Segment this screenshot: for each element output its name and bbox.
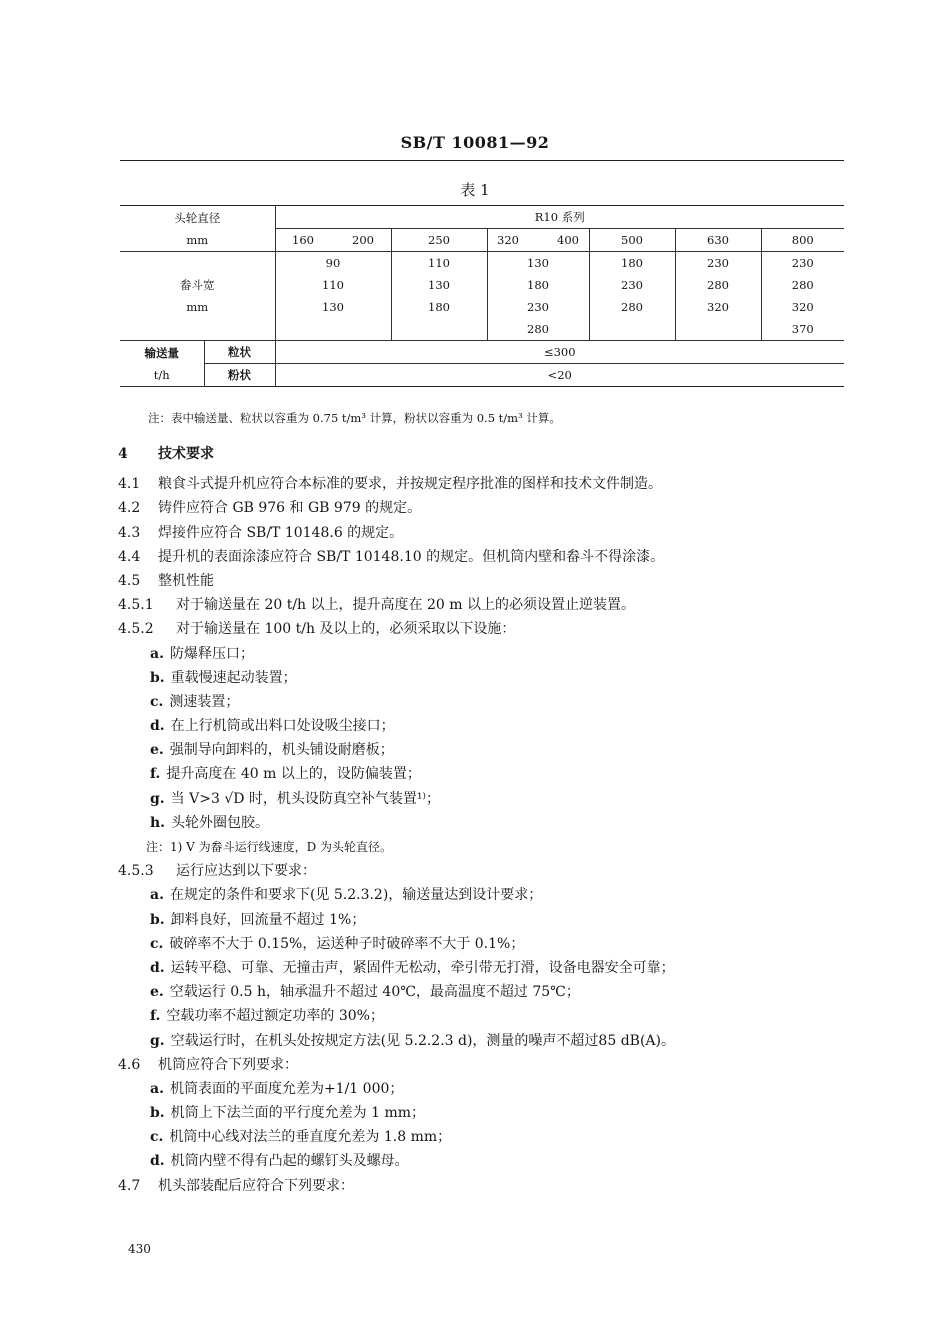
list-item: b. 重载慢速起动装置；: [150, 669, 297, 686]
clause-4-2: 4.2 铸件应符合 GB 976 和 GB 979 的规定。: [118, 500, 422, 517]
list-item: e. 强制导向卸料的，机头铺设耐磨板；: [150, 742, 394, 759]
granular-value: ≤300: [275, 341, 844, 364]
footnote: 注：1) V 为畚斗运行线速度，D 为头轮直径。: [146, 840, 393, 854]
table-row: [120, 206, 844, 229]
list-item: g. 当 V>3 √D 时，机头设防真空补气装置¹⁾；: [150, 790, 440, 807]
list-item: f. 空载功率不超过额定功率的 30%；: [150, 1008, 384, 1025]
bucket-width-cell: 110 130 180: [391, 252, 487, 341]
table-row: [120, 341, 844, 364]
clause-4-5-3: 4.5.3 运行应达到以下要求：: [118, 863, 316, 880]
list-item: b. 卸料良好，回流量不超过 1%；: [150, 911, 366, 928]
diameter-cell: 160 200: [275, 229, 391, 252]
clause-4-5: 4.5 整机性能: [118, 572, 214, 589]
capacity-header: 输送量 t/h: [120, 341, 204, 387]
standard-code-header: SB/T 10081—92: [400, 133, 550, 152]
clause-4-6: 4.6 机筒应符合下列要求：: [118, 1056, 298, 1073]
list-item: d. 在上行机筒或出料口处设吸尘接口；: [150, 718, 395, 735]
clause-4-3: 4.3 焊接件应符合 SB/T 10148.6 的规定。: [118, 524, 404, 541]
clause-4-4: 4.4 提升机的表面涂漆应符合 SB/T 10148.10 的规定。但机筒内壁和畚斗不得涂漆。: [118, 548, 665, 565]
list-item: f. 提升高度在 40 m 以上的，设防偏装置；: [150, 766, 421, 783]
list-item: c. 机筒中心线对法兰的垂直度允差为 1.8 mm；: [150, 1129, 452, 1146]
spec-table: [120, 205, 844, 387]
bucket-width-cell: 230 280 320 370: [761, 252, 844, 341]
list-item: b. 机筒上下法兰面的平行度允差为 1 mm；: [150, 1105, 426, 1122]
clause-4-5-2: 4.5.2 对于输送量在 100 t/h 及以上的，必须采取以下设施：: [118, 621, 516, 638]
bucket-width-cell: 130 180 230 280: [487, 252, 589, 341]
bucket-width-header: 畚斗宽 mm: [120, 252, 275, 341]
powder-label: 粉状: [204, 364, 275, 387]
list-item: c. 破碎率不大于 0.15%，运送种子时破碎率不大于 0.1%；: [150, 935, 525, 952]
list-item: a. 在规定的条件和要求下(见 5.2.3.2)，输送量达到设计要求；: [150, 887, 543, 904]
page-number: 430: [128, 1242, 151, 1256]
diameter-cell: 630: [675, 229, 761, 252]
bucket-width-cell: 90 110 130: [275, 252, 391, 341]
granular-label: 粒状: [204, 341, 275, 364]
series-header: R10 系列: [275, 206, 844, 229]
list-item: d. 运转平稳、可靠、无撞击声，紧固件无松动，牵引带无打滑，设备电器安全可靠；: [150, 959, 675, 976]
list-item: h. 头轮外圈包胶。: [150, 814, 270, 831]
list-item: e. 空载运行 0.5 h，轴承温升不超过 40℃，最高温度不超过 75℃；: [150, 984, 580, 1001]
clause-4-1: 4.1 粮食斗式提升机应符合本标准的要求，并按规定程序批准的图样和技术文件制造。: [118, 476, 662, 493]
diameter-cell: 800: [761, 229, 844, 252]
diameter-cell: 250: [391, 229, 487, 252]
head-diameter-header: 头轮直径 mm: [120, 206, 275, 252]
bucket-width-cell: 180 230 280: [589, 252, 675, 341]
section-4-body: [118, 440, 858, 1198]
list-item: a. 机筒表面的平面度允差为+1/1 000；: [150, 1080, 404, 1097]
powder-value: <20: [275, 364, 844, 387]
list-item: a. 防爆释压口；: [150, 645, 254, 662]
table-title: 表 1: [460, 181, 490, 199]
table-row: [120, 364, 844, 387]
clause-4-5-1: 4.5.1 对于输送量在 20 t/h 以上，提升高度在 20 m 以上的必须设置止逆装置。: [118, 597, 635, 614]
list-item: d. 机筒内壁不得有凸起的螺钉头及螺母。: [150, 1153, 409, 1170]
bucket-width-cell: 230 280 320: [675, 252, 761, 341]
list-item: g. 空载运行时，在机头处按规定方法(见 5.2.2.3 d)，测量的噪声不超过85 dB(A)。: [150, 1032, 675, 1049]
diameter-cell: 500: [589, 229, 675, 252]
clause-4-7: 4.7 机头部装配后应符合下列要求：: [118, 1177, 354, 1194]
table-note: 注：表中输送量、粒状以容重为 0.75 t/m³ 计算，粉状以容重为 0.5 t/m³ 计算。: [148, 411, 561, 425]
header-rule: [120, 160, 844, 161]
section-heading: 4 技术要求: [118, 446, 214, 462]
diameter-cell: 320 400: [487, 229, 589, 252]
list-item: c. 测速装置；: [150, 693, 240, 710]
table-row: [120, 252, 844, 341]
